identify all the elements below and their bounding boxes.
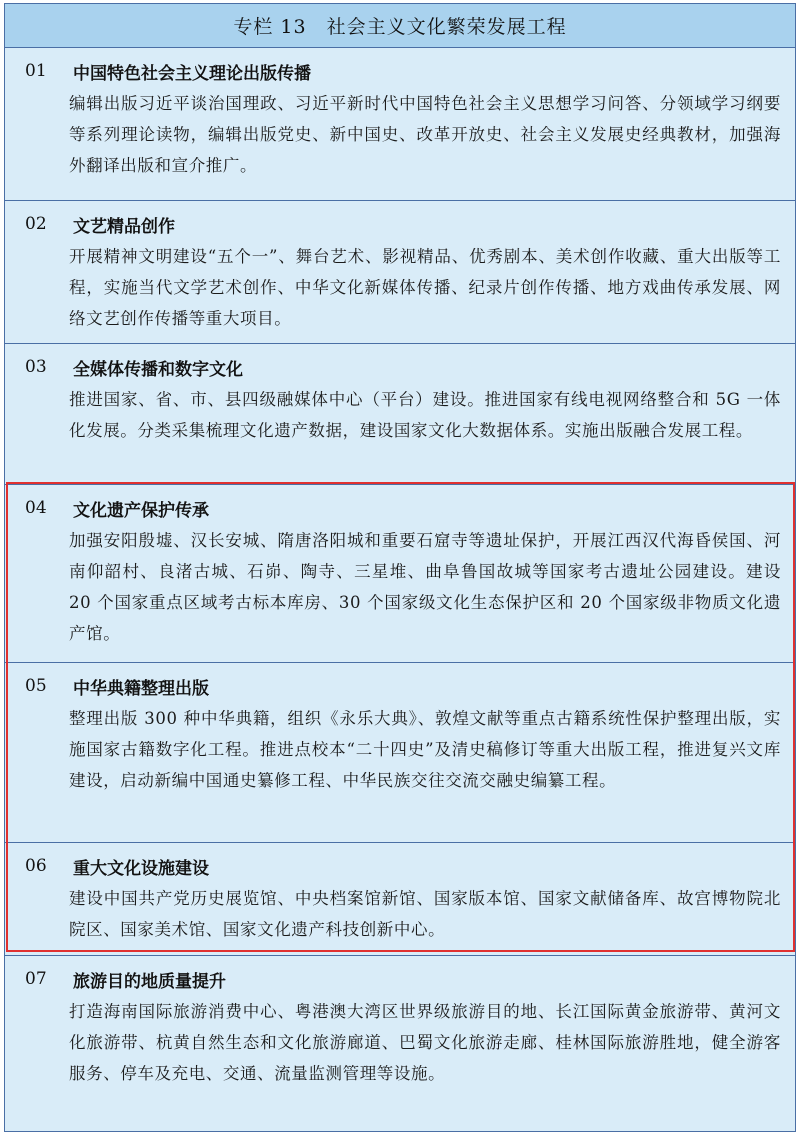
section-body: 打造海南国际旅游消费中心、粤港澳大湾区世界级旅游目的地、长江国际黄金旅游带、黄河文化旅游带、杭黄自然生态和文化旅游廊道、巴蜀文化旅游走廊、桂林国际旅游胜地，健全游客服务、停车及充电、交通、流量监测管理等设施。: [69, 1002, 781, 1083]
section-body: 建设中国共产党历史展览馆、中央档案馆新馆、国家版本馆、国家文献储备库、故宫博物院北院区、国家美术馆、国家文化遗产科技创新中心。: [69, 889, 781, 939]
section-title: 文化遗产保护传承: [73, 500, 209, 521]
section-heading: [25, 209, 175, 239]
section-heading: [25, 352, 243, 382]
section-heading: [25, 964, 226, 994]
section-number: 01: [25, 61, 47, 81]
section-heading: [25, 493, 209, 523]
section-heading: [25, 56, 311, 86]
section-title: 中国特色社会主义理论出版传播: [73, 63, 311, 84]
section-body: 开展精神文明建设“五个一”、舞台艺术、影视精品、优秀剧本、美术创作收藏、重大出版等工程，实施当代文学艺术创作、中华文化新媒体传播、纪录片创作传播、地方戏曲传承发展、网络文艺创作传播等重大项目。: [69, 247, 781, 328]
section-body: 加强安阳殷墟、汉长安城、隋唐洛阳城和重要石窟寺等遗址保护，开展江西汉代海昏侯国、河南仰韶村、良渚古城、石峁、陶寺、三星堆、曲阜鲁国故城等国家考古遗址公园建设。建设 20 个国家重点区域考古标本库房、30 个国家级文化生态保护区和 20 个国家级非物质文化遗产馆。: [69, 531, 781, 643]
section-title: 全媒体传播和数字文化: [73, 359, 243, 380]
section-title: 重大文化设施建设: [73, 858, 209, 879]
section-body: 推进国家、省、市、县四级融媒体中心（平台）建设。推进国家有线电视网络整合和 5G 一体化发展。分类采集梳理文化遗产数据，建设国家文化大数据体系。实施出版融合发展工程。: [69, 390, 781, 440]
section-number: 03: [25, 357, 47, 377]
section-number: 06: [25, 856, 47, 876]
section-body: 整理出版 300 种中华典籍，组织《永乐大典》、敦煌文献等重点古籍系统性保护整理出版，实施国家古籍数字化工程。推进点校本“二十四史”及清史稿修订等重大出版工程，推进复兴文库建设，启动新编中国通史纂修工程、中华民族交往交流交融史编纂工程。: [69, 709, 781, 790]
section-title: 文艺精品创作: [73, 216, 175, 237]
section-heading: [25, 671, 209, 701]
section-01: [5, 48, 795, 201]
section-body: 编辑出版习近平谈治国理政、习近平新时代中国特色社会主义思想学习问答、分领域学习纲要等系列理论读物，编辑出版党史、新中国史、改革开放史、社会主义发展史经典教材，加强海外翻译出版和宣介推广。: [69, 94, 781, 175]
section-02: [5, 201, 795, 344]
section-number: 07: [25, 969, 47, 989]
section-06: [5, 843, 795, 956]
section-07: [5, 956, 795, 1131]
section-04: [5, 485, 795, 663]
section-heading: [25, 851, 209, 881]
section-title: 旅游目的地质量提升: [73, 971, 226, 992]
section-05: [5, 663, 795, 843]
column-panel: [4, 3, 796, 1132]
section-number: 02: [25, 214, 47, 234]
section-title: 中华典籍整理出版: [73, 678, 209, 699]
section-number: 04: [25, 498, 47, 518]
section-number: 05: [25, 676, 47, 696]
column-title: 专栏 13 社会主义文化繁荣发展工程: [5, 4, 795, 48]
section-03: [5, 344, 795, 485]
